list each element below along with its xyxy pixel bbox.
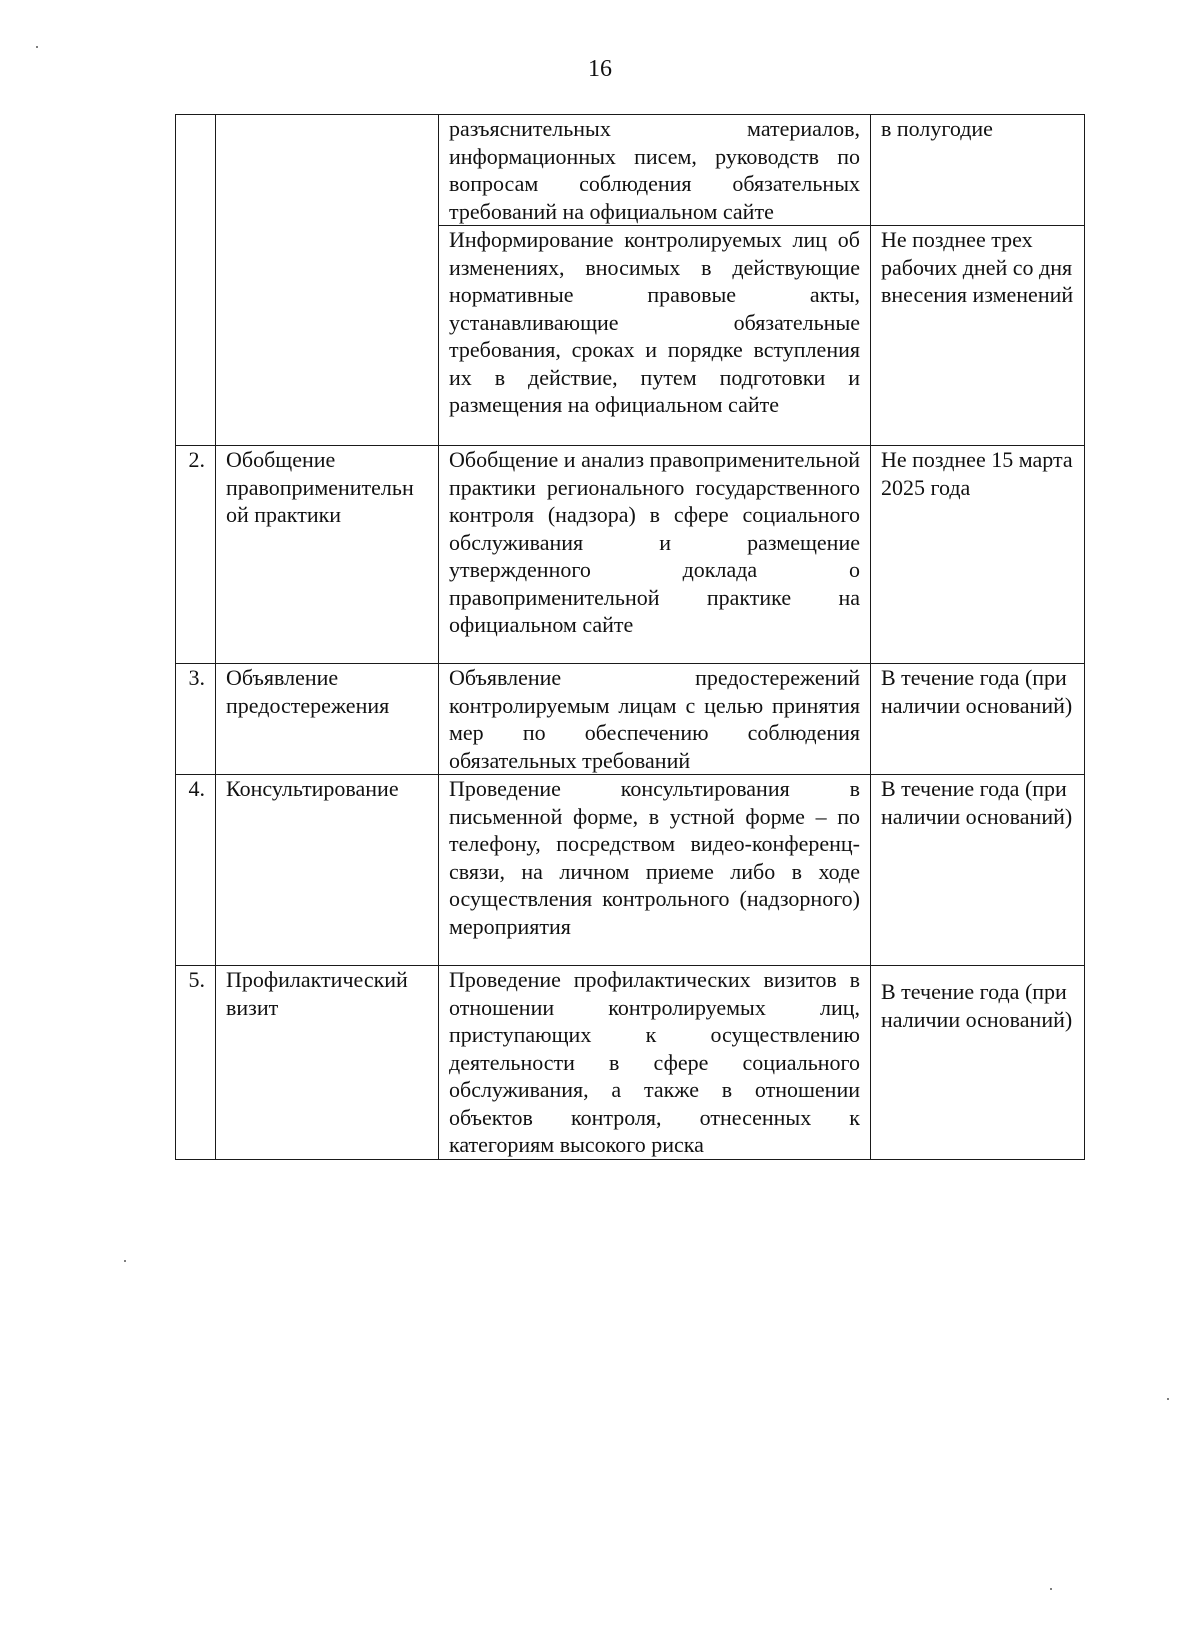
row-number-cell: 3. <box>176 664 216 775</box>
measure-term: Не позднее 15 марта 2025 года <box>871 446 1085 664</box>
row-name-cell: Профилактический визит <box>216 966 439 1160</box>
measure-term: Не позднее трех рабочих дней со дня внесения изменений <box>871 226 1085 446</box>
measure-term: В течение года (при наличии оснований) <box>871 966 1085 1160</box>
scan-speck <box>1050 1588 1052 1590</box>
measure-description: Проведение консультирования в письменной форме, в устной форме – по телефону, посредством видео-конференц-связи, на личном приеме либо в ходе осуществления контрольного (надзорного) мероприятия <box>439 775 871 966</box>
table-row <box>176 115 1085 226</box>
scan-speck <box>1167 1398 1169 1400</box>
page-number: 16 <box>588 56 612 82</box>
row-name-cell: Обобщение правоприменительн ой практики <box>216 446 439 664</box>
row-name-cell: Консультирование <box>216 775 439 966</box>
measure-description: Проведение профилактических визитов в отношении контролируемых лиц, приступающих к осуществлению деятельности в сфере социального обслуживания, а также в отношении объектов контроля, отнесенных к категориям высокого риска <box>439 966 871 1160</box>
scan-speck <box>124 1260 126 1262</box>
measure-description: Объявление предостережений контролируемым лицам с целью принятия мер по обеспечению соблюдения обязательных требований <box>439 664 871 775</box>
row-name-cell <box>216 115 439 446</box>
row-name-cell: Объявление предостережения <box>216 664 439 775</box>
row-number-cell: 5. <box>176 966 216 1160</box>
prevention-plan-table <box>175 114 1085 1160</box>
table-row <box>176 446 1085 664</box>
table-row <box>176 664 1085 775</box>
scan-speck <box>36 46 38 48</box>
row-number-cell: 2. <box>176 446 216 664</box>
table-row <box>176 775 1085 966</box>
row-number-cell <box>176 115 216 446</box>
measure-term: В течение года (при наличии оснований) <box>871 775 1085 966</box>
row-number-cell: 4. <box>176 775 216 966</box>
measure-description: Обобщение и анализ правоприменительной практики регионального государственного контроля (надзора) в сфере социального обслуживания и размещение утвержденного доклада о правоприменительной практике на официальном сайте <box>439 446 871 664</box>
measure-description: Информирование контролируемых лиц об изменениях, вносимых в действующие нормативные правовые акты, устанавливающие обязательные требования, сроках и порядке вступления их в действие, путем подготовки и размещения на официальном сайте <box>439 226 871 446</box>
table-row <box>176 966 1085 1160</box>
measure-term: в полугодие <box>871 115 1085 226</box>
measure-term: В течение года (при наличии оснований) <box>871 664 1085 775</box>
measure-description: разъяснительных материалов, информационных писем, руководств по вопросам соблюдения обязательных требований на официальном сайте <box>439 115 871 226</box>
